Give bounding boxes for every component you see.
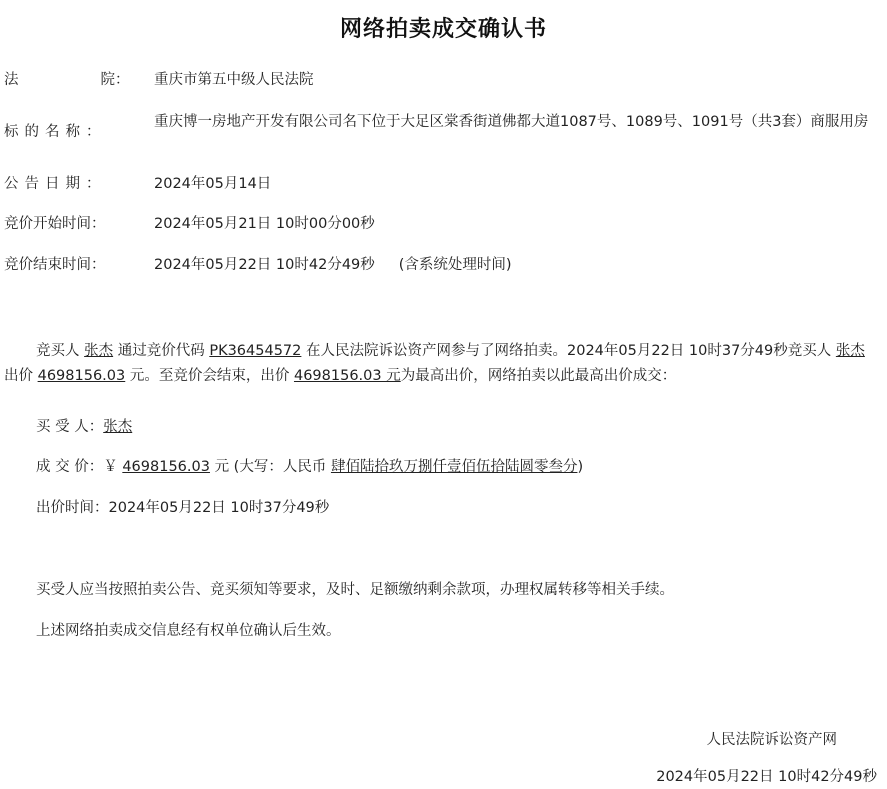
court-label: 法 院： [4, 72, 130, 88]
start-label: 竞价开始时间： [4, 216, 106, 232]
note-1: 买受人应当按照拍卖公告、竞买须知等要求，及时、足额缴纳剩余款项，办理权属转移等相关手续。 [36, 582, 674, 598]
para-text: 通过竞价代码 [113, 343, 210, 359]
result-paragraph [4, 339, 882, 389]
signature-date: 2024年05月22日 10时42分49秒 [656, 769, 877, 785]
deal-price-line [36, 457, 583, 478]
para-text: 为最高出价，网络拍卖以此最高出价成交： [400, 368, 677, 384]
end-value: 2024年05月22日 10时42分49秒 [154, 257, 375, 273]
deal-price-close: ) [577, 459, 584, 475]
bid-code: PK36454572 [209, 343, 302, 359]
buyer-name: 张杰 [84, 343, 114, 359]
subject-value: 重庆博一房地产开发有限公司名下位于大足区棠香街道佛都大道1087号、1089号、1091号（共3套）商服用房 [154, 114, 869, 130]
deal-buyer-value: 张杰 [103, 419, 133, 435]
buyer-name-2: 张杰 [835, 343, 865, 359]
final-price: 4698156.03 元 [293, 368, 401, 384]
subject-label: 标的名称： [4, 124, 107, 140]
bid-price: 4698156.03 [37, 368, 126, 384]
deal-time-value: 2024年05月22日 10时37分49秒 [108, 500, 330, 516]
end-value-wrap [154, 255, 886, 276]
deal-price-upper: 肆佰陆拾玖万捌仟壹佰伍拾陆圆零叁分 [330, 459, 578, 475]
end-label: 竞价结束时间： [4, 257, 106, 273]
deal-buyer-line [36, 417, 132, 438]
signature-org: 人民法院诉讼资产网 [706, 732, 837, 748]
deal-price-value: 4698156.03 [122, 459, 210, 475]
notice-label: 公告日期： [4, 176, 107, 192]
para-text: 出价 [4, 368, 38, 384]
para-text: 元。至竞价会结束，出价 [125, 368, 294, 384]
end-note: (含系统处理时间) [398, 257, 512, 273]
para-text: 在人民法院诉讼资产网参与了网络拍卖。2024年05月22日 10时37分49秒竞买人 [301, 343, 836, 359]
note-2: 上述网络拍卖成交信息经有权单位确认后生效。 [36, 623, 341, 639]
deal-buyer-label: 买 受 人： [36, 419, 104, 435]
page-title: 网络拍卖成交确认书 [339, 17, 547, 42]
deal-time-label: 出价时间： [36, 500, 109, 516]
deal-price-label: 成 交 价：￥ [36, 459, 123, 475]
notice-value: 2024年05月14日 [154, 176, 272, 192]
deal-time-line [36, 498, 329, 519]
para-text: 竞买人 [36, 343, 85, 359]
deal-price-unit: 元 (大写：人民币 [209, 459, 331, 475]
court-value: 重庆市第五中级人民法院 [154, 72, 314, 88]
start-value: 2024年05月21日 10时00分00秒 [154, 216, 375, 232]
